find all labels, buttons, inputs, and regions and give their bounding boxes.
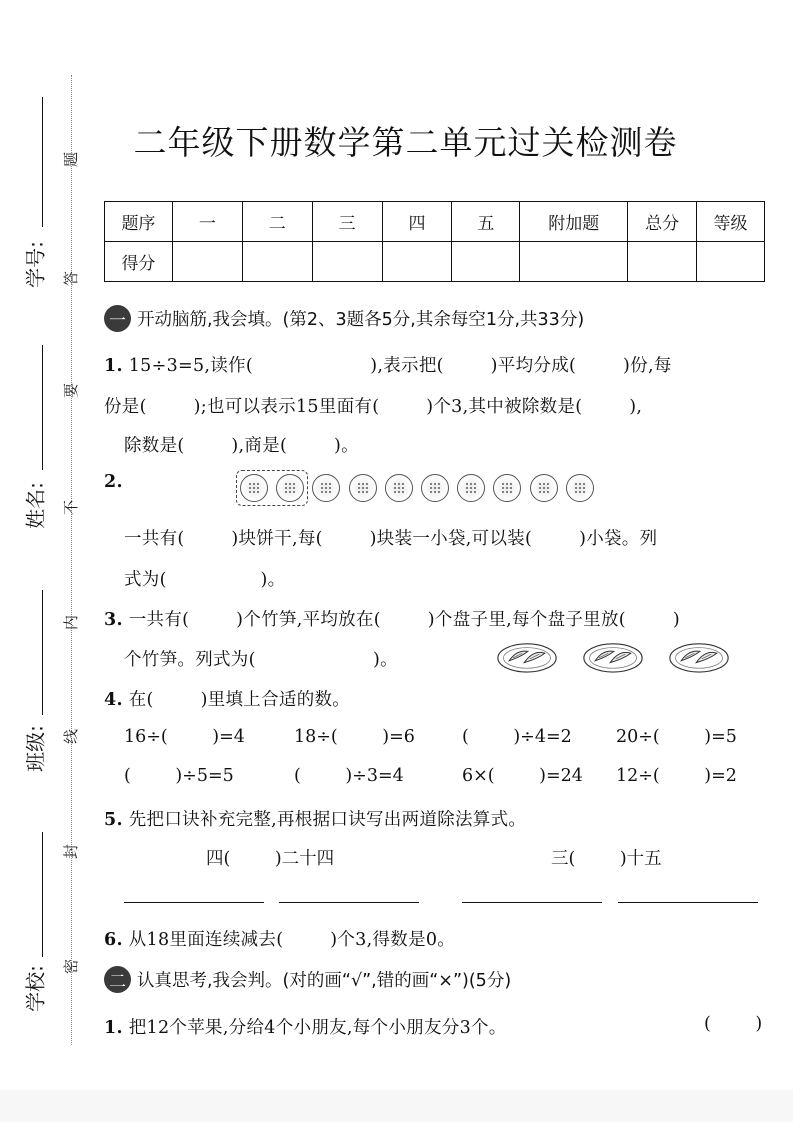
section-title: 开动脑筋,我会填。(第2、3题各5分,其余每空1分,共33分) [137, 310, 585, 330]
question-number: 3. [104, 610, 123, 630]
answer-blank[interactable] [462, 902, 602, 903]
answer-blank[interactable] [124, 902, 264, 903]
plate-with-bamboo-shoots-icon [668, 640, 730, 674]
score-header-cell: 总分 [628, 202, 697, 242]
cookie-icon [349, 474, 377, 502]
q3-line-2: 个竹笋。列式为( )。 [124, 650, 398, 670]
score-header-cell: 题序 [105, 202, 173, 242]
page-footer-band [0, 1090, 793, 1122]
q1-line-2: 份是( );也可以表示15里面有( )个3,其中被除数是( ), [104, 397, 643, 417]
q4-item: 6×( )=24 [462, 766, 583, 786]
judge-answer-box[interactable]: ( ) [704, 1014, 763, 1034]
name-line-segment-4 [42, 832, 43, 957]
question-number: 5. [104, 810, 123, 830]
judge-1-line [104, 1014, 507, 1039]
student-no-label: 学号: [23, 241, 48, 288]
score-header-cell: 五 [452, 202, 520, 242]
score-header-row [105, 202, 765, 242]
school-label: 学校: [23, 965, 48, 1012]
score-header-cell: 等级 [697, 202, 765, 242]
question-number: 1. [104, 356, 123, 376]
question-text: 先把口诀补充完整,再根据口诀写出两道除法算式。 [128, 810, 527, 830]
q5-rhyme-1: 四( )二十四 [206, 849, 335, 869]
plate-with-bamboo-shoots-icon [496, 640, 558, 674]
q1-line-3: 除数是( ),商是( )。 [124, 436, 359, 456]
q4-item: ( )÷3=4 [294, 766, 404, 786]
score-cell[interactable] [628, 242, 697, 282]
name-line-segment-2 [42, 345, 43, 470]
cookie-icon [493, 474, 521, 502]
cookie-icon [385, 474, 413, 502]
name-line-segment-3 [42, 590, 43, 715]
cookie-icon [457, 474, 485, 502]
section-2-heading [104, 966, 511, 993]
score-header-cell: 二 [242, 202, 312, 242]
q5-rhyme-2: 三( )十五 [551, 849, 662, 869]
score-cell[interactable] [520, 242, 628, 282]
seal-char: 答 [62, 270, 81, 287]
section-number-badge: 二 [104, 966, 131, 993]
cookie-icon [312, 474, 340, 502]
section-1-heading [104, 305, 584, 332]
q4-item: 20÷( )=5 [616, 727, 737, 747]
q4-item: 16÷( )=4 [124, 727, 245, 747]
question-text: 一共有( )个竹笋,平均放在( )个盘子里,每个盘子里放( ) [128, 610, 680, 630]
seal-char: 要 [62, 382, 81, 399]
q4-item: ( )÷5=5 [124, 766, 234, 786]
cookie-icon [240, 474, 268, 502]
section-title: 认真思考,我会判。(对的画“√”,错的画“×”)(5分) [137, 971, 512, 991]
q4-item: 18÷( )=6 [294, 727, 415, 747]
question-text: 从18里面连续减去( )个3,得数是0。 [128, 930, 456, 950]
question-text: 在( )里填上合适的数。 [128, 690, 351, 710]
seal-char: 封 [62, 843, 81, 860]
score-cell[interactable] [172, 242, 242, 282]
seal-char: 不 [62, 499, 81, 516]
q4-item: 12÷( )=2 [616, 766, 737, 786]
page-title: 二年级下册数学第二单元过关检测卷 [133, 123, 678, 162]
q2-number: 2. [104, 472, 123, 492]
score-cell[interactable] [242, 242, 312, 282]
question-number: 4. [104, 690, 123, 710]
seal-char: 线 [62, 728, 81, 745]
score-value-row [105, 242, 765, 282]
score-header-cell: 附加题 [520, 202, 628, 242]
plate-with-bamboo-shoots-icon [582, 640, 644, 674]
q2-line-1: 一共有( )块饼干,每( )块装一小袋,可以装( )小袋。列 [124, 529, 658, 549]
cookie-icon [566, 474, 594, 502]
q6-line [104, 926, 455, 951]
cookie-icon [421, 474, 449, 502]
cookie-icon [276, 474, 304, 502]
question-text: 把12个苹果,分给4个小朋友,每个小朋友分3个。 [128, 1018, 507, 1038]
answer-blank[interactable] [618, 902, 758, 903]
score-row-label: 得分 [105, 242, 173, 282]
score-header-cell: 四 [382, 202, 452, 242]
score-table [104, 201, 765, 282]
seal-char: 密 [62, 958, 81, 975]
name-label: 姓名: [23, 482, 48, 529]
question-number: 6. [104, 930, 123, 950]
q3-line-1 [104, 606, 680, 631]
q4-item: ( )÷4=2 [462, 727, 572, 747]
section-number-badge: 一 [104, 305, 131, 332]
score-cell[interactable] [382, 242, 452, 282]
cookie-icon [530, 474, 558, 502]
q1-line-1 [104, 352, 672, 377]
score-header-cell: 一 [172, 202, 242, 242]
q5-heading [104, 806, 526, 831]
score-cell[interactable] [697, 242, 765, 282]
q2-line-2: 式为( )。 [124, 570, 286, 590]
score-cell[interactable] [312, 242, 382, 282]
score-header-cell: 三 [312, 202, 382, 242]
answer-blank[interactable] [279, 902, 419, 903]
question-number: 1. [104, 1018, 123, 1038]
question-text: 15÷3=5,读作( ),表示把( )平均分成( )份,每 [128, 356, 672, 376]
seal-line-dotted [71, 75, 72, 1045]
class-label: 班级: [23, 725, 48, 772]
score-cell[interactable] [452, 242, 520, 282]
seal-char: 内 [62, 614, 81, 631]
q4-heading [104, 686, 350, 711]
seal-char: 题 [62, 151, 81, 168]
